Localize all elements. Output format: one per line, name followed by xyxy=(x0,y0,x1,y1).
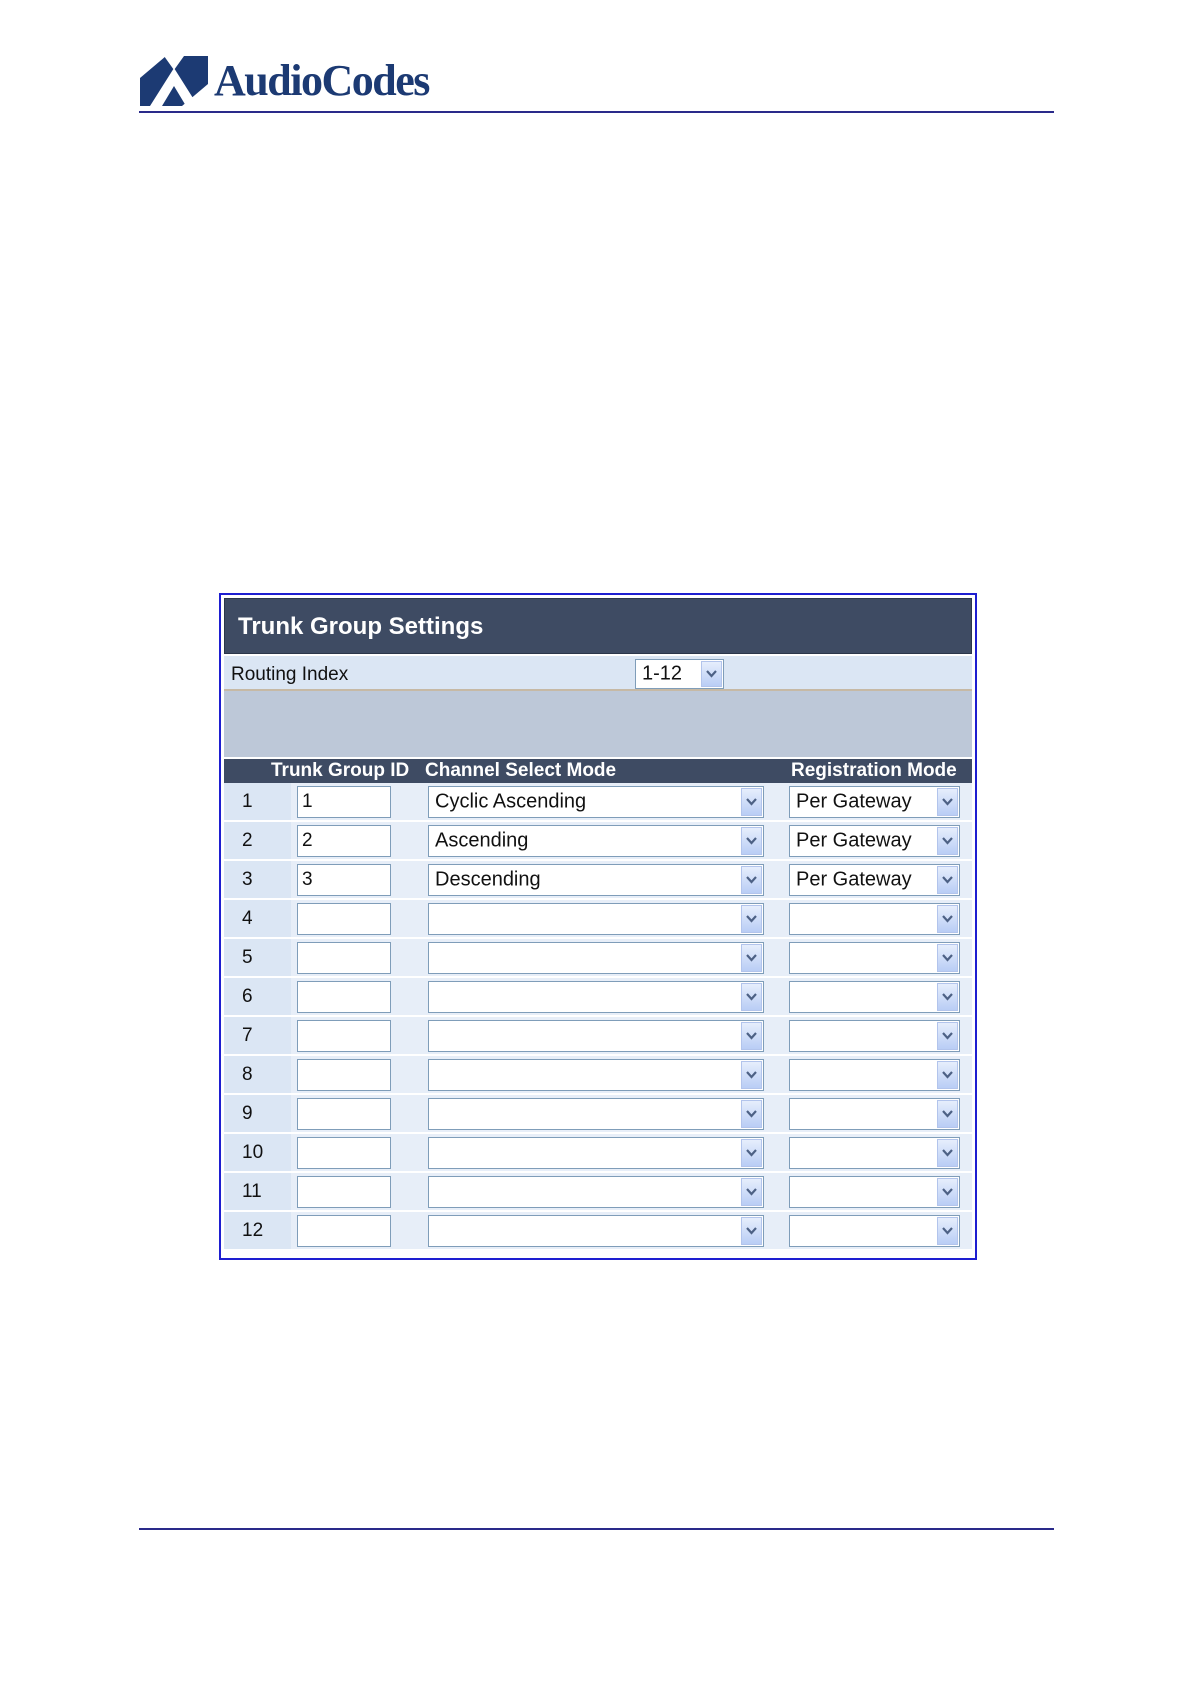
row-fields xyxy=(291,1017,972,1054)
chevron-down-icon[interactable] xyxy=(937,1100,958,1128)
table-row xyxy=(224,783,972,822)
row-fields xyxy=(291,1212,972,1249)
chevron-down-icon[interactable] xyxy=(701,661,722,687)
audiocodes-logo-icon xyxy=(140,56,208,106)
chevron-down-icon[interactable] xyxy=(937,788,958,816)
channel-select-mode-select[interactable] xyxy=(428,1137,764,1169)
channel-select-mode-select[interactable] xyxy=(428,825,764,857)
chevron-down-icon[interactable] xyxy=(937,905,958,933)
row-index: 6 xyxy=(224,978,291,1015)
row-index: 7 xyxy=(224,1017,291,1054)
trunk-group-id-input[interactable] xyxy=(297,903,391,935)
chevron-down-icon[interactable] xyxy=(741,788,762,816)
registration-mode-select[interactable] xyxy=(789,942,960,974)
registration-mode-value: Per Gateway xyxy=(796,868,912,891)
row-fields xyxy=(291,900,972,937)
chevron-down-icon[interactable] xyxy=(937,944,958,972)
chevron-down-icon[interactable] xyxy=(741,1100,762,1128)
registration-mode-select[interactable] xyxy=(789,1020,960,1052)
chevron-down-icon[interactable] xyxy=(741,827,762,855)
header-rule xyxy=(139,111,1054,113)
chevron-down-icon[interactable] xyxy=(937,1139,958,1167)
row-index: 12 xyxy=(224,1212,291,1249)
row-fields xyxy=(291,1134,972,1171)
registration-mode-select[interactable] xyxy=(789,1098,960,1130)
row-index: 4 xyxy=(224,900,291,937)
chevron-down-icon[interactable] xyxy=(741,944,762,972)
table-row xyxy=(224,900,972,939)
trunk-group-id-input[interactable] xyxy=(297,864,391,896)
routing-index-label: Routing Index xyxy=(231,664,349,685)
footer-rule xyxy=(139,1528,1054,1530)
column-header-trunk-group-id: Trunk Group ID xyxy=(271,760,410,781)
spacer-band xyxy=(224,691,972,757)
column-header-registration-mode: Registration Mode xyxy=(791,760,957,781)
chevron-down-icon[interactable] xyxy=(741,1061,762,1089)
brand-name: AudioCodes xyxy=(214,56,429,105)
registration-mode-select[interactable] xyxy=(789,1137,960,1169)
routing-index-row xyxy=(224,654,972,691)
routing-index-value: 1-12 xyxy=(642,662,683,685)
trunk-group-id-input[interactable] xyxy=(297,825,391,857)
row-index: 8 xyxy=(224,1056,291,1093)
audiocodes-logo xyxy=(140,55,429,107)
chevron-down-icon[interactable] xyxy=(937,827,958,855)
table-row xyxy=(224,822,972,861)
trunk-group-id-value: 1 xyxy=(302,791,313,812)
trunk-group-table xyxy=(224,783,972,1251)
row-fields xyxy=(291,1095,972,1132)
row-index: 10 xyxy=(224,1134,291,1171)
channel-select-mode-value: Descending xyxy=(435,868,541,891)
trunk-group-id-value: 3 xyxy=(302,869,313,890)
chevron-down-icon[interactable] xyxy=(741,983,762,1011)
channel-select-mode-select[interactable] xyxy=(428,981,764,1013)
trunk-group-id-input[interactable] xyxy=(297,1098,391,1130)
trunk-group-id-input[interactable] xyxy=(297,1176,391,1208)
chevron-down-icon[interactable] xyxy=(937,1022,958,1050)
trunk-group-settings-panel xyxy=(219,593,977,1260)
row-index: 11 xyxy=(224,1173,291,1210)
channel-select-mode-select[interactable] xyxy=(428,786,764,818)
column-header-channel-select-mode: Channel Select Mode xyxy=(425,760,617,781)
row-fields xyxy=(291,939,972,976)
table-row xyxy=(224,1173,972,1212)
chevron-down-icon[interactable] xyxy=(741,1217,762,1245)
chevron-down-icon[interactable] xyxy=(741,1022,762,1050)
channel-select-mode-select[interactable] xyxy=(428,1215,764,1247)
chevron-down-icon[interactable] xyxy=(741,1139,762,1167)
trunk-group-id-input[interactable] xyxy=(297,1020,391,1052)
row-fields xyxy=(291,1173,972,1210)
table-row xyxy=(224,1095,972,1134)
table-row xyxy=(224,861,972,900)
chevron-down-icon[interactable] xyxy=(937,983,958,1011)
registration-mode-value: Per Gateway xyxy=(796,829,912,852)
channel-select-mode-select[interactable] xyxy=(428,1020,764,1052)
channel-select-mode-select[interactable] xyxy=(428,1059,764,1091)
table-row xyxy=(224,1134,972,1173)
channel-select-mode-value: Cyclic Ascending xyxy=(435,790,587,813)
channel-select-mode-select[interactable] xyxy=(428,1098,764,1130)
chevron-down-icon[interactable] xyxy=(741,905,762,933)
row-fields xyxy=(291,783,972,820)
table-row xyxy=(224,939,972,978)
table-header xyxy=(224,757,972,783)
trunk-group-id-input[interactable] xyxy=(297,1137,391,1169)
trunk-group-id-input[interactable] xyxy=(297,981,391,1013)
registration-mode-select[interactable] xyxy=(789,1215,960,1247)
trunk-group-id-input[interactable] xyxy=(297,786,391,818)
registration-mode-select[interactable] xyxy=(789,1176,960,1208)
channel-select-mode-select[interactable] xyxy=(428,903,764,935)
chevron-down-icon[interactable] xyxy=(937,1061,958,1089)
panel-title: Trunk Group Settings xyxy=(224,598,972,654)
table-row xyxy=(224,1212,972,1251)
table-row xyxy=(224,1056,972,1095)
registration-mode-value: Per Gateway xyxy=(796,790,912,813)
row-fields xyxy=(291,978,972,1015)
registration-mode-select[interactable] xyxy=(789,981,960,1013)
table-row xyxy=(224,1017,972,1056)
row-index: 5 xyxy=(224,939,291,976)
chevron-down-icon[interactable] xyxy=(937,1178,958,1206)
chevron-down-icon[interactable] xyxy=(741,866,762,894)
trunk-group-id-input[interactable] xyxy=(297,1215,391,1247)
row-index: 3 xyxy=(224,861,291,898)
registration-mode-select[interactable] xyxy=(789,1059,960,1091)
registration-mode-select[interactable] xyxy=(789,864,960,896)
row-fields xyxy=(291,1056,972,1093)
channel-select-mode-value: Ascending xyxy=(435,829,529,852)
registration-mode-select[interactable] xyxy=(789,903,960,935)
row-index: 1 xyxy=(224,783,291,820)
row-index: 9 xyxy=(224,1095,291,1132)
chevron-down-icon[interactable] xyxy=(741,1178,762,1206)
trunk-group-id-input[interactable] xyxy=(297,1059,391,1091)
trunk-group-id-value: 2 xyxy=(302,830,313,851)
table-row xyxy=(224,978,972,1017)
channel-select-mode-select[interactable] xyxy=(428,1176,764,1208)
registration-mode-select[interactable] xyxy=(789,786,960,818)
trunk-group-id-input[interactable] xyxy=(297,942,391,974)
chevron-down-icon[interactable] xyxy=(937,866,958,894)
channel-select-mode-select[interactable] xyxy=(428,864,764,896)
channel-select-mode-select[interactable] xyxy=(428,942,764,974)
chevron-down-icon[interactable] xyxy=(937,1217,958,1245)
routing-index-select[interactable] xyxy=(635,659,724,689)
registration-mode-select[interactable] xyxy=(789,825,960,857)
row-index: 2 xyxy=(224,822,291,859)
row-fields xyxy=(291,822,972,859)
row-fields xyxy=(291,861,972,898)
